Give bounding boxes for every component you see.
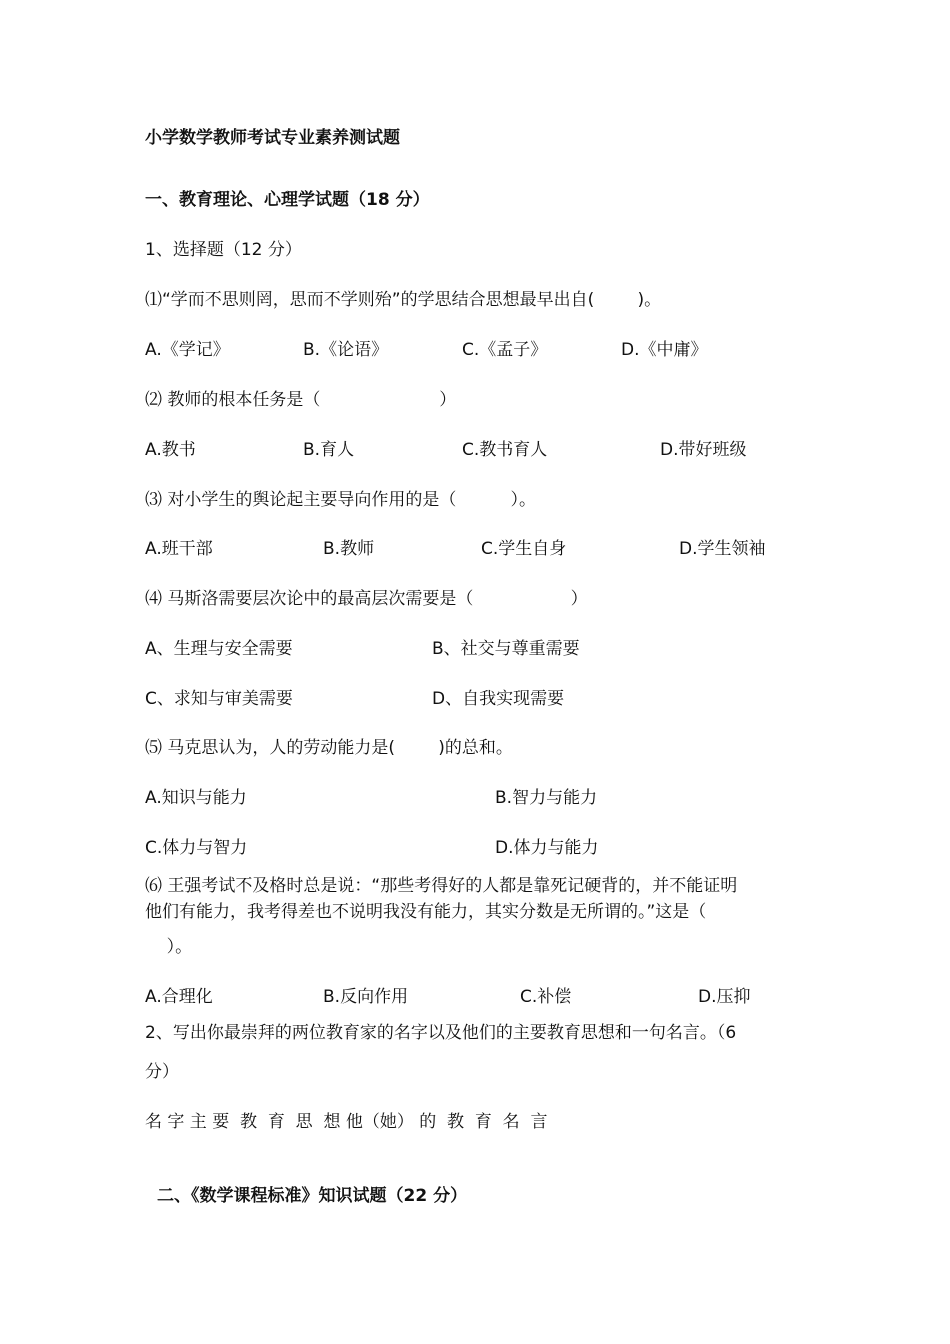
q1-5-option-b: B.智力与能力 xyxy=(495,788,598,808)
q2-stem-line1: 2、写出你最崇拜的两位教育家的名字以及他们的主要教育思想和一句名言。（6 xyxy=(145,1023,737,1043)
q1-1-stem: ⑴“学而不思则罔，思而不学则殆”的学思结合思想最早出自( )。 xyxy=(145,290,662,310)
q1-6-stem-line3: ）。 xyxy=(145,937,193,957)
q1-2-option-c: C.教书育人 xyxy=(462,440,548,460)
q1-3-option-c: C.学生自身 xyxy=(481,539,567,559)
q1-heading: 1、选择题（12 分） xyxy=(145,240,302,260)
q1-2-option-b: B.育人 xyxy=(303,440,355,460)
q1-3-option-b: B.教师 xyxy=(323,539,375,559)
q1-1-option-d: D.《中庸》 xyxy=(621,340,708,360)
q1-6-option-a: A.合理化 xyxy=(145,987,213,1007)
q1-5-option-a: A.知识与能力 xyxy=(145,788,247,808)
q1-3-option-d: D.学生领袖 xyxy=(679,539,766,559)
q1-3-stem: ⑶ 对小学生的舆论起主要导向作用的是（ ）。 xyxy=(145,490,536,510)
q1-1-option-b: B.《论语》 xyxy=(303,340,389,360)
q1-1-option-c: C.《孟子》 xyxy=(462,340,548,360)
q1-4-option-a: A、生理与安全需要 xyxy=(145,639,293,659)
q1-2-stem: ⑵ 教师的根本任务是（ ） xyxy=(145,390,457,410)
q1-4-option-c: C、求知与审美需要 xyxy=(145,689,293,709)
document-title: 小学数学教师考试专业素养测试题 xyxy=(145,128,400,148)
q1-5-stem: ⑸ 马克思认为，人的劳动能力是( )的总和。 xyxy=(145,738,513,758)
q1-6-option-c: C.补偿 xyxy=(520,987,572,1007)
q1-2-option-d: D.带好班级 xyxy=(660,440,747,460)
q1-6-option-d: D.压抑 xyxy=(698,987,751,1007)
q1-6-stem-line2: 他们有能力，我考得差也不说明我没有能力，其实分数是无所谓的。”这是（ xyxy=(145,902,707,922)
q1-3-option-a: A.班干部 xyxy=(145,539,213,559)
section2-heading: 二、《数学课程标准》知识试题（22 分） xyxy=(157,1186,468,1206)
q1-6-stem-line1: ⑹ 王强考试不及格时总是说：“那些考得好的人都是靠死记硬背的，并不能证明 xyxy=(145,876,738,896)
section1-heading: 一、教育理论、心理学试题（18 分） xyxy=(145,190,430,210)
q1-5-option-d: D.体力与能力 xyxy=(495,838,599,858)
q1-5-option-c: C.体力与智力 xyxy=(145,838,248,858)
q2-stem-line2: 分） xyxy=(145,1062,179,1082)
q1-4-option-d: D、自我实现需要 xyxy=(432,689,565,709)
q1-4-option-b: B、社交与尊重需要 xyxy=(432,639,580,659)
q1-1-option-a: A.《学记》 xyxy=(145,340,230,360)
q1-2-option-a: A.教书 xyxy=(145,440,196,460)
q1-4-stem: ⑷ 马斯洛需要层次论中的最高层次需要是（ ） xyxy=(145,589,588,609)
q1-6-option-b: B.反向作用 xyxy=(323,987,409,1007)
q2-table-header: 名 字 主 要 教 育 思 想 他（她） 的 教 育 名 言 xyxy=(145,1112,548,1132)
